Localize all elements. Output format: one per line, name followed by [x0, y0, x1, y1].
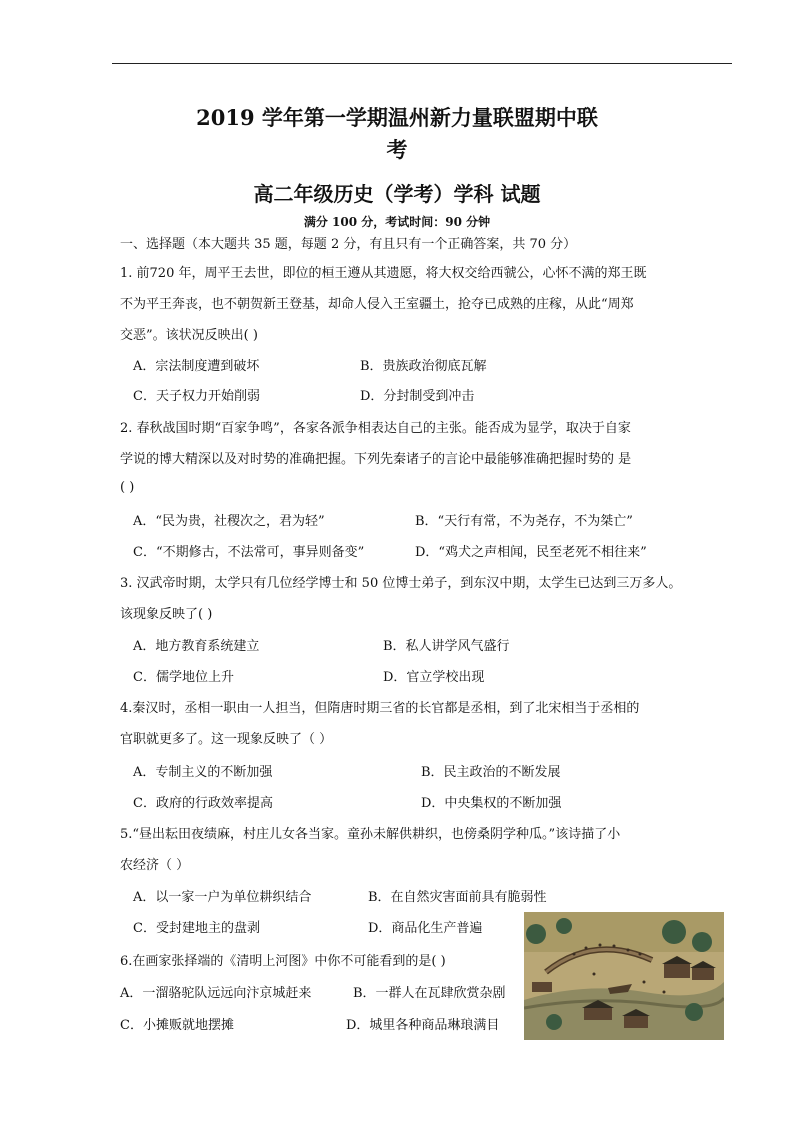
question-1-line-1: 1. 前720 年，周平王去世，即位的桓王遵从其遗愿，将大权交给西虢公，心怀不满的郑王既: [120, 266, 647, 281]
q3-option-b[interactable]: B．私人讲学风气盛行: [383, 639, 510, 654]
score-info: 满分 100 分，考试时间：90 分钟: [303, 215, 491, 229]
q3-option-d[interactable]: D．官立学校出现: [383, 670, 485, 685]
exam-title-line2: 考: [386, 137, 408, 162]
question-4-line-2: 官职就更多了。这一现象反映了（ ）: [120, 732, 333, 747]
question-2-line-2: 学说的博大精深以及对时势的准确把握。下列先秦诸子的言论中最能够准确把握时势的 是: [120, 452, 632, 467]
exam-subtitle: 高二年级历史（学考）学科 试题: [253, 182, 541, 206]
question-2-line-1: 2. 春秋战国时期“百家争鸣”，各家各派争相表达自己的主张。能否成为显学，取决于自家: [120, 421, 631, 436]
q4-option-d[interactable]: D．中央集权的不断加强: [421, 796, 562, 811]
q2-option-a[interactable]: A．“民为贵，社稷次之，君为轻”: [133, 514, 325, 529]
q1-option-d[interactable]: D．分封制受到冲击: [360, 389, 475, 404]
q6-option-a[interactable]: A．一溜骆驼队远远向汴京城赶来: [120, 986, 312, 1001]
q1-option-a[interactable]: A．宗法制度遭到破坏: [133, 359, 260, 374]
q6-option-b[interactable]: B．一群人在瓦肆欣赏杂剧: [353, 986, 506, 1001]
section-heading: 一、选择题（本大题共 35 题，每题 2 分，有且只有一个正确答案，共 70 分）: [120, 237, 577, 252]
q2-option-c[interactable]: C．“不期修古，不法常可，事异则备变”: [133, 545, 365, 560]
q6-option-d[interactable]: D．城里各种商品琳琅满目: [346, 1018, 500, 1033]
q1-option-c[interactable]: C．天子权力开始削弱: [133, 389, 260, 404]
question-5-line-1: 5.“昼出耘田夜绩麻，村庄儿女各当家。童孙未解供耕织，也傍桑阴学种瓜。”该诗描了小: [120, 827, 621, 842]
q1-option-b[interactable]: B．贵族政治彻底瓦解: [360, 359, 487, 374]
question-5-line-2: 农经济（ ）: [120, 858, 190, 873]
q2-option-d[interactable]: D．“鸡犬之声相闻，民至老死不相往来”: [415, 545, 647, 560]
question-4-line-1: 4.秦汉时，丞相一职由一人担当，但隋唐时期三省的长官都是丞相，到了北宋相当于丞相的: [120, 701, 640, 716]
q5-option-b[interactable]: B．在自然灾害面前具有脆弱性: [368, 890, 547, 905]
q5-option-d[interactable]: D．商品化生产普遍: [368, 921, 483, 936]
q5-option-c[interactable]: C．受封建地主的盘剥: [133, 921, 260, 936]
q2-option-b[interactable]: B．“天行有常，不为尧存，不为桀亡”: [415, 514, 633, 529]
question-6-line-1: 6.在画家张择端的《清明上河图》中你不可能看到的是( ): [120, 954, 446, 969]
q3-option-c[interactable]: C．儒学地位上升: [133, 670, 234, 685]
question-3-line-1: 3. 汉武帝时期，太学只有几位经学博士和 50 位博士弟子，到东汉中期，太学生已达到三万多人。: [120, 576, 682, 591]
q4-option-c[interactable]: C．政府的行政效率提高: [133, 796, 273, 811]
question-1-line-2: 不为平王奔丧，也不朝贺新王登基，却命人侵入王室疆土，抢夺已成熟的庄稼，从此“周郑: [120, 297, 634, 312]
q5-option-a[interactable]: A．以一家一户为单位耕织结合: [133, 890, 312, 905]
q4-option-b[interactable]: B．民主政治的不断发展: [421, 765, 561, 780]
q4-option-a[interactable]: A．专制主义的不断加强: [133, 765, 273, 780]
question-3-line-2: 该现象反映了( ): [120, 607, 213, 622]
qingming-painting-image: [524, 912, 724, 1040]
exam-title-line1: 2019 学年第一学期温州新力量联盟期中联: [196, 105, 598, 130]
question-1-line-3: 交恶”。该状况反映出( ): [120, 328, 258, 343]
q3-option-a[interactable]: A．地方教育系统建立: [133, 639, 260, 654]
q6-option-c[interactable]: C．小摊贩就地摆摊: [120, 1018, 234, 1033]
header-rule: [112, 63, 732, 64]
question-2-line-3: ( ): [120, 480, 135, 495]
